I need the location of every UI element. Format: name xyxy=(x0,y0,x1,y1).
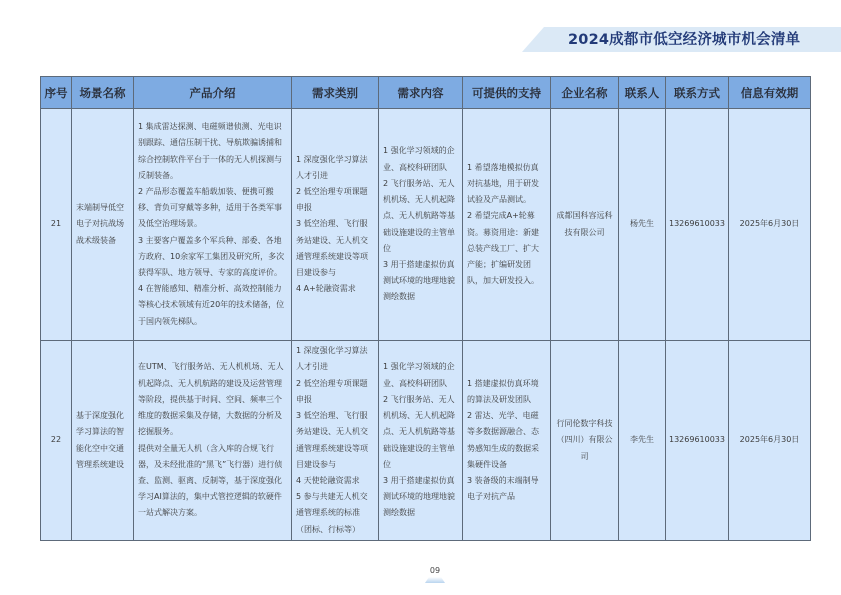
company-name: 行同伦数字科技（四川）有限公司 xyxy=(556,419,613,461)
demand-type-item: 3 低空治理、飞行服务站建设、无人机交通管理系统建设等项目建设参与 xyxy=(296,219,368,277)
demand-content-item: 1 强化学习领域的企业、高校科研团队 xyxy=(383,146,455,172)
support-item: 2 希望完成A+轮募资。募资用途：新建总装产线工厂、扩大产能；扩编研发团队，加大研发投入。 xyxy=(467,211,539,286)
support-item: 3 装备级的末端制导电子对抗产品 xyxy=(467,475,539,502)
cell-support xyxy=(463,341,551,541)
contact-name: 杨先生 xyxy=(630,219,654,229)
column-header-company: 企业名称 xyxy=(551,77,619,109)
table-row xyxy=(41,109,811,341)
phone-number: 13269610033 xyxy=(669,219,725,229)
column-header-valid-until: 信息有效期 xyxy=(729,77,811,109)
support-item: 1 搭建虚拟仿真环境的算法及研发团队 xyxy=(467,378,539,404)
cell-valid-until xyxy=(729,341,811,541)
page-number: 09 xyxy=(429,566,441,575)
company-name: 成都国科容远科技有限公司 xyxy=(556,211,613,237)
table-header-row xyxy=(41,77,811,109)
column-header-phone: 联系方式 xyxy=(666,77,729,109)
opportunity-table xyxy=(40,76,811,541)
row-id: 22 xyxy=(50,435,62,445)
cell-contact xyxy=(619,341,666,541)
cell-scene xyxy=(72,341,134,541)
cell-demand-type xyxy=(292,341,379,541)
scene-name: 基于深度强化学习算法的智能化空中交通管理系统建设 xyxy=(76,411,124,469)
row-id: 21 xyxy=(50,219,62,229)
page-title: 2024成都市低空经济城市机会清单 xyxy=(568,32,801,48)
demand-type-item: 1 深度强化学习算法人才引进 xyxy=(296,346,368,372)
cell-contact xyxy=(619,109,666,341)
cell-product xyxy=(134,341,292,541)
phone-number: 13269610033 xyxy=(669,435,725,445)
demand-content-item: 2 飞行服务站、无人机机场、无人机起降点、无人机航路等基础设施建设的主管单位 xyxy=(383,178,455,253)
cell-id xyxy=(41,109,72,341)
product-para: 在UTM、飞行服务站、无人机机场、无人机起降点、无人机航路的建设及运营管理等阶段，提供基于时间、空间、频率三个维度的数据采集及存储，大数据的分析及挖掘服务。 xyxy=(138,362,284,437)
column-header-support: 可提供的支持 xyxy=(463,77,551,109)
support-item: 2 雷达、光学、电磁等多数据源融合、态势感知生成的数据采集硬件设备 xyxy=(467,411,539,469)
column-header-id: 序号 xyxy=(41,77,72,109)
cell-demand-content xyxy=(379,109,463,341)
product-para: 4 在智能感知、精准分析、高效控制能力等核心技术领域有近20年的技术储备，位于国内领先梯队。 xyxy=(138,284,285,326)
cell-phone xyxy=(666,109,729,341)
cell-valid-until xyxy=(729,109,811,341)
cell-demand-type xyxy=(292,109,379,341)
column-header-scene: 场景名称 xyxy=(72,77,134,109)
demand-content-item: 3 用于搭建虚拟仿真测试环境的地理地貌测绘数据 xyxy=(383,259,455,302)
product-para: 1 集成雷达探测、电磁频谱侦测、光电识别跟踪、通信压制干扰、导航欺骗诱捕和综合控制软件平台于一体的无人机探测与反制装备。 xyxy=(138,122,282,180)
column-header-contact: 联系人 xyxy=(619,77,666,109)
column-header-demand-type: 需求类别 xyxy=(292,77,379,109)
page-number-decoration xyxy=(425,577,445,583)
product-para: 提供对全量无人机（含入库的合规飞行器，及未经批准的“黑飞”飞行器）进行侦查、监测、驱离、反制等，基于深度强化学习AI算法的，集中式管控逻辑的软硬件一站式解决方案。 xyxy=(138,443,283,518)
scene-name: 末端制导低空电子对抗战场战术级装备 xyxy=(76,203,124,245)
demand-type-item: 5 参与共建无人机交通管理系统的标准（团标、行标等） xyxy=(296,492,368,534)
table-row xyxy=(41,341,811,541)
demand-type-item: 4 A+轮融资需求 xyxy=(296,284,356,294)
demand-type-item: 1 深度强化学习算法人才引进 xyxy=(296,154,368,180)
product-para: 2 产品形态覆盖车船载加装、便携可搬移、背负可穿戴等多种，适用于各类军事及低空治理场景。 xyxy=(138,186,282,229)
demand-type-item: 2 低空治理专项课题申报 xyxy=(296,186,368,213)
column-header-product: 产品介绍 xyxy=(134,77,292,109)
demand-content-item: 1 强化学习领域的企业、高校科研团队 xyxy=(383,362,455,388)
demand-content-item: 2 飞行服务站、无人机机场、无人机起降点、无人机航路等基础设施建设的主管单位 xyxy=(383,394,455,469)
demand-type-item: 3 低空治理、飞行服务站建设、无人机交通管理系统建设等项目建设参与 xyxy=(296,411,368,469)
cell-demand-content xyxy=(379,341,463,541)
cell-scene xyxy=(72,109,134,341)
product-para: 3 主要客户覆盖多个军兵种、部委、各地方政府、10余家军工集团及研究所，多次获得军队、地方领导、专家的高度评价。 xyxy=(138,235,285,277)
valid-until-date: 2025年6月30日 xyxy=(739,219,800,229)
demand-type-item: 4 天使轮融资需求 xyxy=(296,475,360,485)
cell-company xyxy=(551,109,619,341)
cell-id xyxy=(41,341,72,541)
column-header-demand-content: 需求内容 xyxy=(379,77,463,109)
support-item: 1 希望落地模拟仿真对抗基地，用于研发试验及产品测试。 xyxy=(467,162,539,205)
contact-name: 李先生 xyxy=(630,435,654,445)
valid-until-date: 2025年6月30日 xyxy=(739,435,800,445)
demand-type-item: 2 低空治理专项课题申报 xyxy=(296,378,368,404)
demand-content-item: 3 用于搭建虚拟仿真测试环境的地理地貌测绘数据 xyxy=(383,475,455,518)
cell-support xyxy=(463,109,551,341)
cell-product xyxy=(134,109,292,341)
cell-company xyxy=(551,341,619,541)
cell-phone xyxy=(666,341,729,541)
